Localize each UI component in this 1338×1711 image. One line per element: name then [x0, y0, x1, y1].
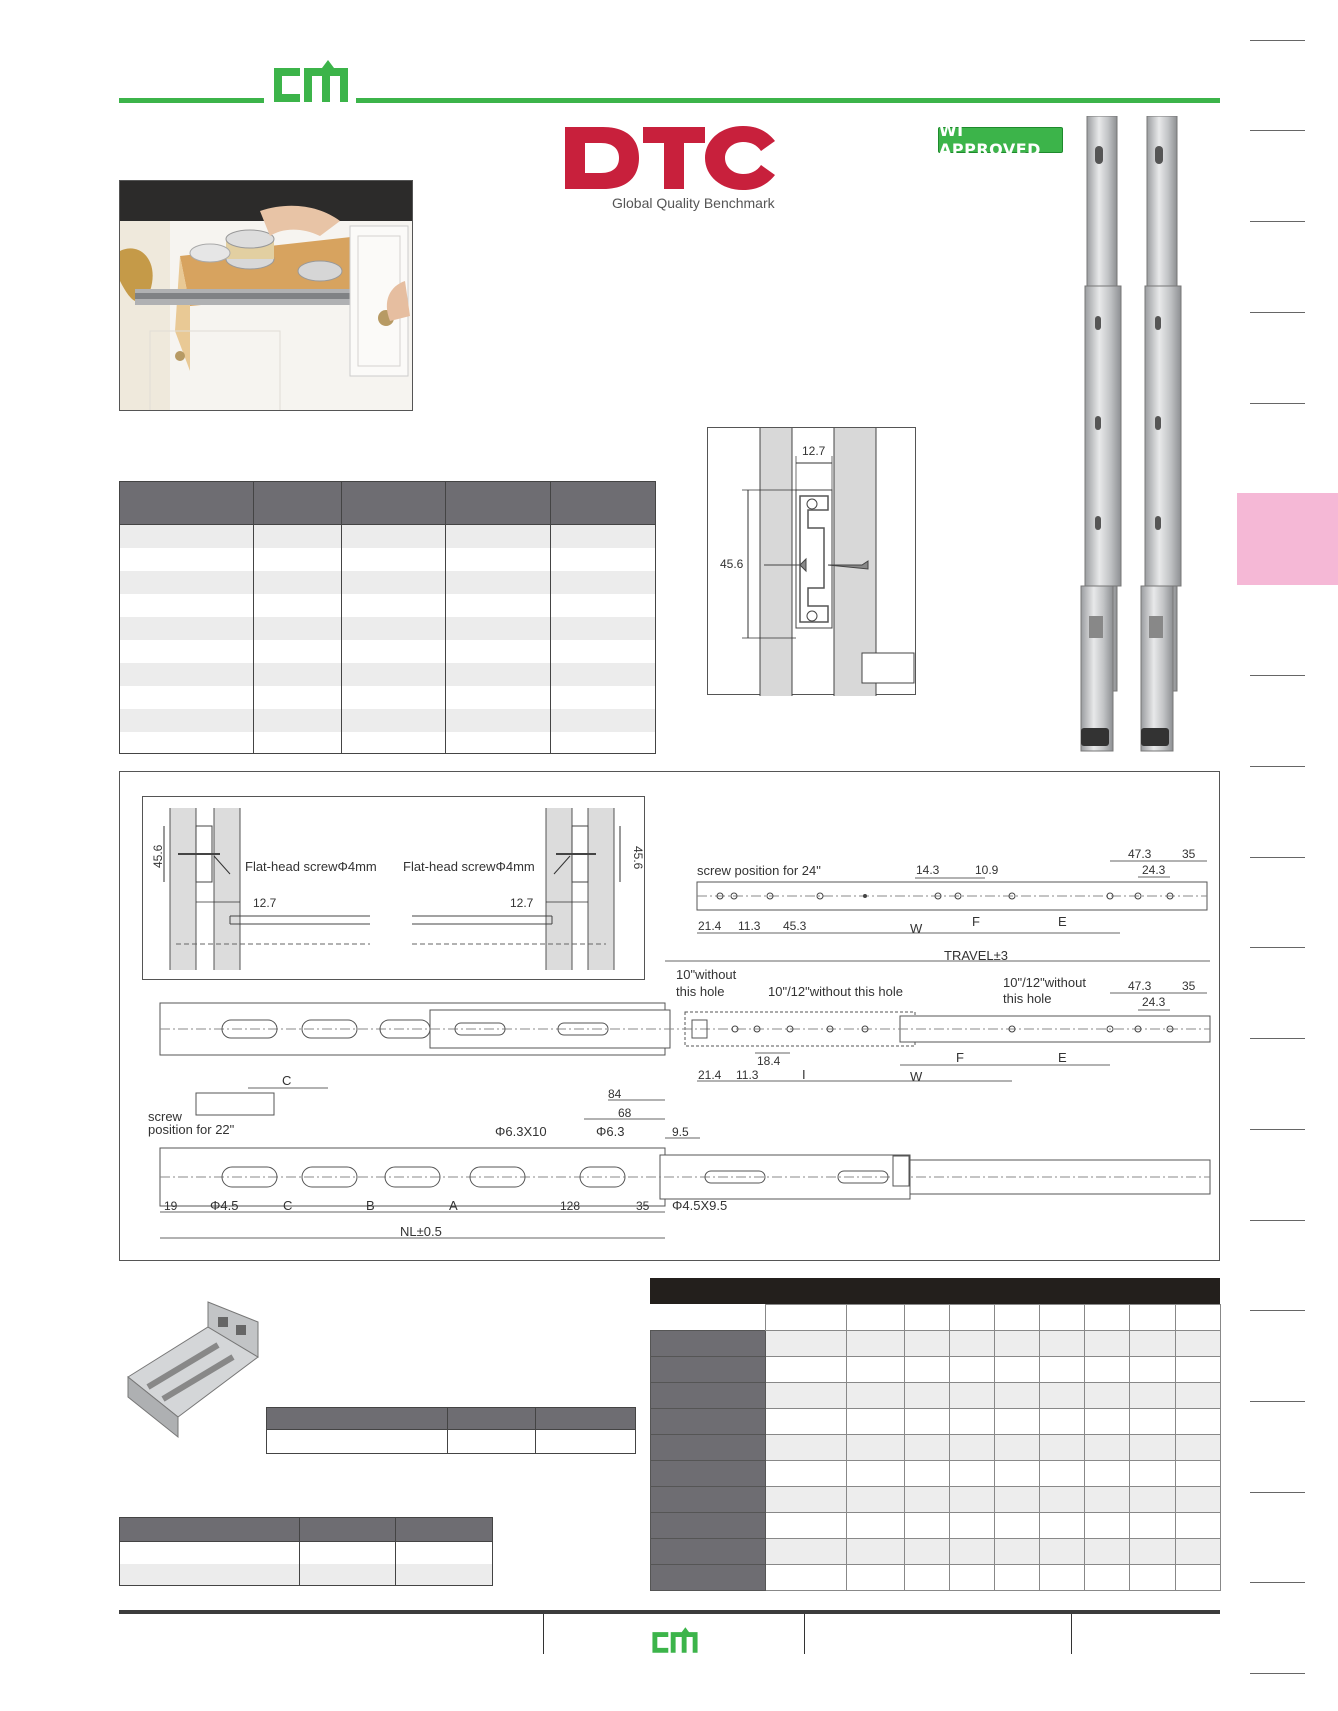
table-row [120, 1542, 493, 1564]
screw24-d3: 47.3 [1128, 847, 1152, 861]
screw24-d2: 10.9 [975, 863, 999, 877]
note-10-line2: this hole [676, 984, 725, 999]
screw24-d8: 45.3 [783, 919, 807, 933]
spec-table-2-header [447, 1408, 536, 1430]
b-label: B [366, 1198, 375, 1213]
table-row [651, 1435, 1221, 1461]
spec-table-2 [266, 1407, 636, 1454]
left-screw-label: Flat-head screwΦ4mm [245, 859, 377, 874]
footer-divider [804, 1614, 805, 1654]
table-row [120, 1564, 493, 1586]
d84: 84 [608, 1087, 622, 1101]
left-height-label: 45.6 [151, 844, 165, 868]
right-height-label: 45.6 [631, 846, 645, 870]
table-row [651, 1487, 1221, 1513]
table-row [651, 1357, 1221, 1383]
table-row [651, 1461, 1221, 1487]
load-table [650, 1304, 1221, 1591]
table-row [651, 1565, 1221, 1591]
table-row [651, 1331, 1221, 1357]
d35: 35 [636, 1199, 650, 1213]
screw24-d7: 11.3 [738, 919, 761, 933]
phi45: Φ4.5 [210, 1198, 239, 1213]
a-label: A [449, 1198, 458, 1213]
table-row [651, 1539, 1221, 1565]
screw24-f: F [972, 914, 980, 929]
footer-divider [1071, 1614, 1072, 1654]
screw24-caption: screw position for 24" [697, 863, 821, 878]
mid-d4: 18.4 [757, 1054, 781, 1068]
footer-cm-logo [650, 1625, 700, 1655]
screw24-d5: 24.3 [1142, 863, 1166, 877]
table-row [267, 1430, 636, 1454]
mid-f: F [956, 1050, 964, 1065]
note-right-line1: 10"/12"without [1003, 975, 1086, 990]
c-label: C [283, 1198, 293, 1213]
screw24-w: W [910, 921, 923, 936]
mid-d5: 21.4 [698, 1068, 722, 1082]
mid-d6: 11.3 [736, 1068, 759, 1082]
right-screw-label: Flat-head screwΦ4mm [403, 859, 535, 874]
d128: 128 [560, 1199, 581, 1213]
mid-e: E [1058, 1050, 1067, 1065]
screw24-d1: 14.3 [916, 863, 940, 877]
screw24-d4: 35 [1182, 847, 1196, 861]
table-row [651, 1513, 1221, 1539]
spec-table-2-header [267, 1408, 448, 1430]
spec-table-3-header [120, 1518, 300, 1542]
mounting-diagram [151, 808, 645, 970]
left-gap-label: 12.7 [253, 896, 277, 910]
c-top: C [282, 1073, 292, 1088]
screw24-d6: 21.4 [698, 919, 722, 933]
mid-slide-drawing [160, 948, 1210, 1084]
right-gap-label: 12.7 [510, 896, 534, 910]
phi63: Φ6.3 [596, 1124, 625, 1139]
screw24-e: E [1058, 914, 1067, 929]
nl-label: NL±0.5 [400, 1224, 442, 1239]
phi63x10: Φ6.3X10 [495, 1124, 547, 1139]
table-row [651, 1305, 1221, 1331]
footer-rule [119, 1610, 1220, 1614]
travel-label: TRAVEL±3 [944, 948, 1008, 963]
d95: 9.5 [672, 1125, 689, 1139]
mid-i: I [802, 1067, 806, 1082]
mid-d3: 24.3 [1142, 995, 1166, 1009]
rear-bracket-image [118, 1297, 268, 1439]
load-table-header-bar [650, 1278, 1220, 1304]
spec-table-3-header [396, 1518, 493, 1542]
dtc-tagline: Global Quality Benchmark [612, 195, 775, 211]
phi45x95: Φ4.5X9.5 [672, 1198, 728, 1213]
mid-d1: 47.3 [1128, 979, 1152, 993]
screw24-drawing [697, 847, 1207, 936]
note-10-12: 10"/12"without this hole [768, 984, 903, 999]
bottom-slide-drawing [148, 1073, 1210, 1239]
table-row [651, 1383, 1221, 1409]
d68: 68 [618, 1106, 632, 1120]
spec-table-3-header [299, 1518, 396, 1542]
spec-table-2-header [536, 1408, 636, 1430]
table-row [651, 1409, 1221, 1435]
note-10-line1: 10"without [676, 967, 737, 982]
footer-divider [543, 1614, 544, 1654]
mid-d2: 35 [1182, 979, 1196, 993]
mid-w: W [910, 1069, 923, 1084]
profile-width-label: 12.7 [802, 444, 826, 458]
note-right-line2: this hole [1003, 991, 1052, 1006]
profile-height-label: 45.6 [720, 557, 744, 571]
screw22-line2: position for 22" [148, 1122, 235, 1137]
d19: 19 [164, 1199, 178, 1213]
spec-table-3 [119, 1517, 493, 1586]
wi-approved-badge: WI APPROVED [938, 127, 1063, 153]
screw22-line1: screw [148, 1109, 182, 1124]
